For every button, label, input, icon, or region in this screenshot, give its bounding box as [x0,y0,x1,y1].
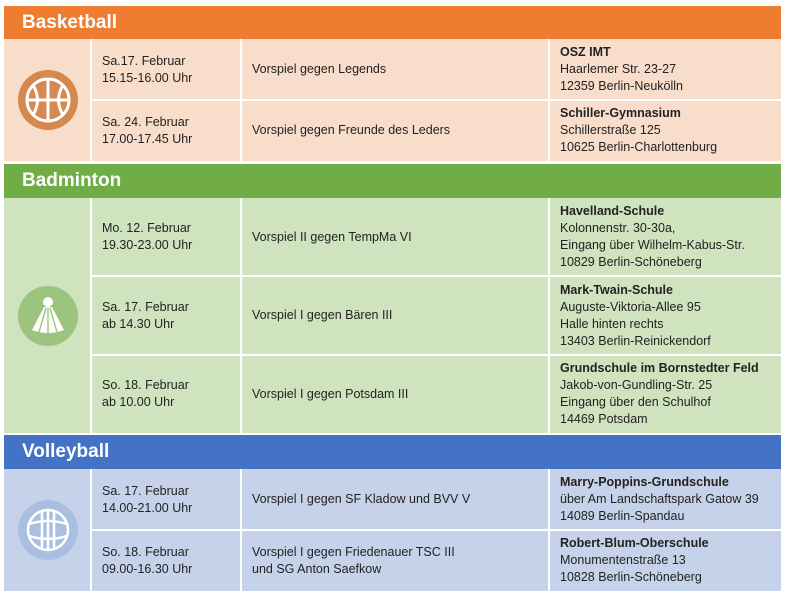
match-cell [242,530,548,591]
date-cell [92,469,240,530]
column-divider [548,276,550,355]
address-line: über Am Landschaftspark Gatow 39 [560,492,759,506]
date-cell [92,100,240,161]
venue-name: OSZ IMT [560,45,611,59]
icon-column [4,39,92,161]
match-text: Vorspiel gegen Legends [252,62,387,76]
section-header-basketball: Basketball [4,6,781,39]
address-line: Jakob-von-Gundling-Str. 25 [560,378,713,392]
match-cell [242,198,548,276]
section-basketball [4,6,781,161]
column-divider [240,530,242,591]
address-line: 10625 Berlin-Charlottenburg [560,140,718,154]
venue-cell [550,355,781,433]
address-line: Eingang über Wilhelm-Kabus-Str. [560,238,745,252]
date-cell [92,355,240,433]
venue-name: Mark-Twain-Schule [560,282,673,297]
date-cell [92,198,240,276]
icon-column [4,469,92,591]
section-badminton [4,164,781,433]
table-row [92,276,781,355]
column-divider [240,276,242,355]
address-line: Eingang über den Schulhof [560,395,711,409]
section-header-volleyball: Volleyball [4,435,781,469]
time-text: 09.00-16.30 Uhr [102,561,193,576]
column-divider [240,198,242,276]
column-divider [90,198,92,276]
table-row [92,355,781,433]
match-cell [242,276,548,355]
column-divider [240,39,242,100]
date-text: Sa. 17. Februar [102,483,189,498]
table-row [92,198,781,276]
time-text: 15.15-16.00 Uhr [102,70,193,85]
venue-cell [550,39,781,100]
date-cell [92,39,240,100]
table-row [92,100,781,161]
column-divider [90,276,92,355]
match-text: Vorspiel I gegen SF Kladow und BVV V [252,492,471,506]
section-body-badminton [4,198,781,433]
column-divider [548,530,550,591]
address-line: 14089 Berlin-Spandau [560,509,685,523]
match-text: Vorspiel I gegen Bären III [252,308,393,322]
venue-name: Schiller-Gymnasium [560,106,681,120]
icon-column [4,198,92,433]
column-divider [90,100,92,161]
venue-name: Havelland-Schule [560,204,665,218]
match-text: und SG Anton Saefkow [252,561,382,576]
column-divider [240,469,242,530]
date-text: Mo. 12. Februar [102,221,191,235]
basketball-icon [18,70,78,130]
table-row [92,469,781,530]
match-text: Vorspiel I gegen Potsdam III [252,386,409,401]
table-row [92,530,781,591]
address-line: 10828 Berlin-Schöneberg [560,570,702,584]
column-divider [548,198,550,276]
address-line: Kolonnenstr. 30-30a, [560,221,676,235]
address-line: 10829 Berlin-Schöneberg [560,255,702,269]
column-divider [548,355,550,433]
column-divider [548,39,550,100]
venue-cell [550,276,781,355]
venue-name: Robert-Blum-Oberschule [560,536,709,550]
date-text: So. 18. Februar [102,378,189,392]
table-row [92,39,781,100]
date-text: So. 18. Februar [102,544,189,559]
volleyball-icon [18,500,78,560]
column-divider [90,39,92,100]
date-text: Sa. 17. Februar [102,299,189,314]
address-line: Auguste-Viktoria-Allee 95 [560,299,701,314]
venue-cell [550,198,781,276]
column-divider [240,355,242,433]
address-line: Schillerstraße 125 [560,123,661,137]
column-divider [548,469,550,530]
column-divider [90,469,92,530]
time-text: ab 10.00 Uhr [102,395,175,409]
address-line: Monumentenstraße 13 [560,553,686,567]
section-header-badminton: Badminton [4,164,781,198]
time-text: 19.30-23.00 Uhr [102,238,193,252]
match-text: Vorspiel II gegen TempMa VI [252,229,412,244]
venue-name: Grundschule im Bornstedter Feld [560,361,759,375]
match-text: Vorspiel I gegen Friedenauer TSC III [252,544,455,559]
time-text: 17.00-17.45 Uhr [102,131,193,146]
section-body-volleyball [4,469,781,591]
date-text: Sa. 24. Februar [102,114,189,129]
section-volleyball [4,435,781,591]
address-line: Haarlemer Str. 23-27 [560,62,677,76]
column-divider [548,100,550,161]
venue-cell [550,100,781,161]
time-text: 14.00-21.00 Uhr [102,500,193,515]
match-cell [242,355,548,433]
match-text: Vorspiel gegen Freunde des Leders [252,123,451,137]
match-cell [242,469,548,530]
match-cell [242,100,548,161]
address-line: 14469 Potsdam [560,412,648,426]
section-body-basketball [4,39,781,161]
venue-name: Marry-Poppins-Grundschule [560,475,729,489]
date-text: Sa.17. Februar [102,53,186,68]
date-cell [92,276,240,355]
venue-cell [550,530,781,591]
venue-cell [550,469,781,530]
column-divider [90,530,92,591]
date-cell [92,530,240,591]
shuttlecock-icon [18,286,78,346]
column-divider [240,100,242,161]
column-divider [90,355,92,433]
time-text: ab 14.30 Uhr [102,316,175,331]
address-line: 13403 Berlin-Reinickendorf [560,333,711,348]
address-line: Halle hinten rechts [560,316,664,331]
match-cell [242,39,548,100]
address-line: 12359 Berlin-Neukölln [560,79,683,93]
